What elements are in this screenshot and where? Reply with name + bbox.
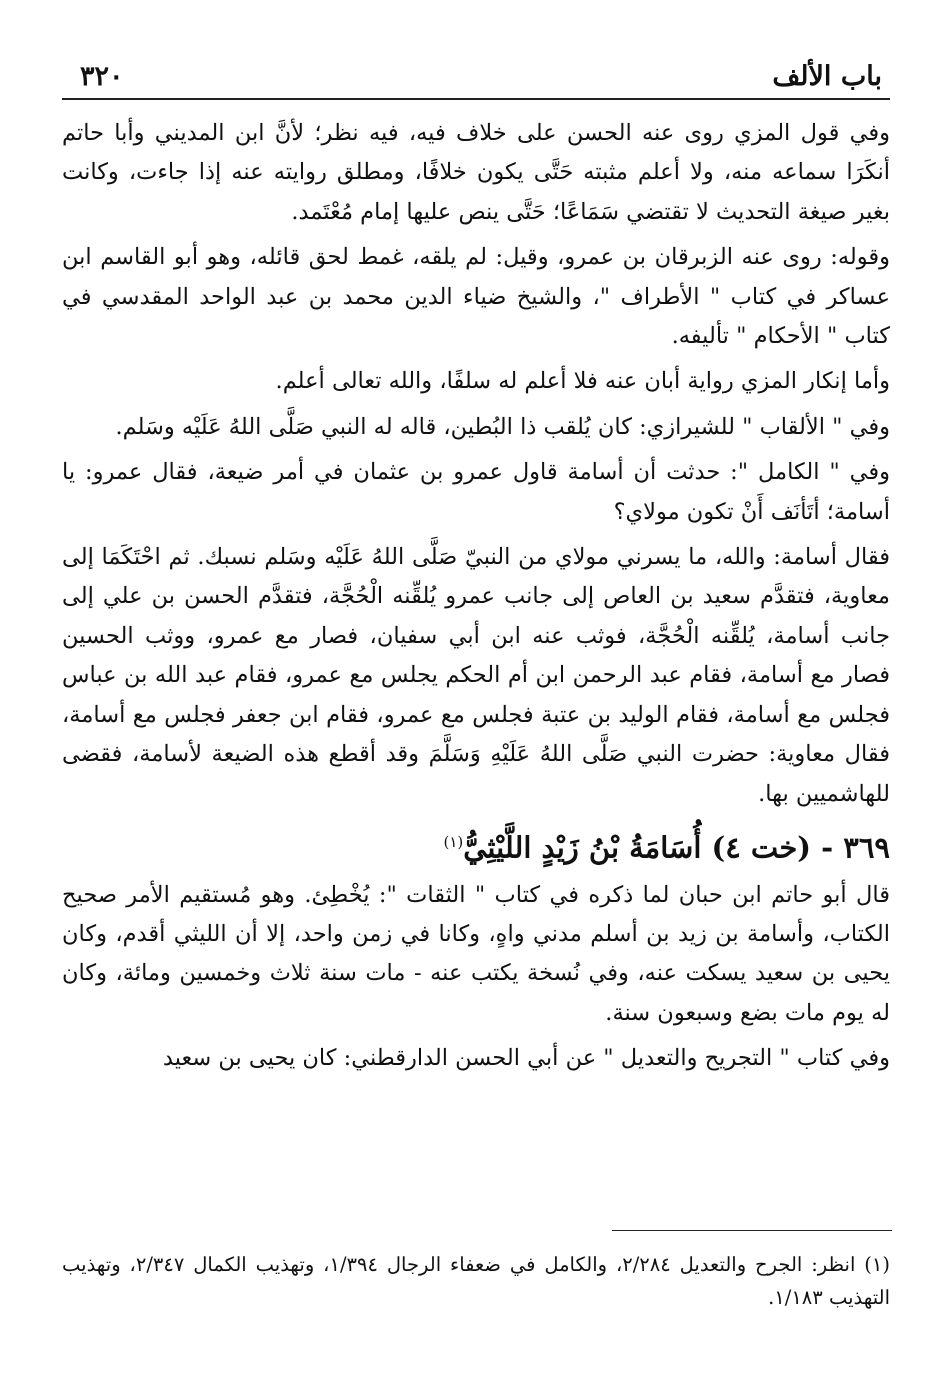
paragraph-5: وفي " الكامل ": حدثت أن أسامة قاول عمرو بن عثمان في أمر ضيعة، فقال عمرو: يا أسامة؛ أتَأنَف أَنْ تكون مولاي؟ (62, 459, 890, 525)
page-number: ٣٢٠ (80, 61, 124, 92)
footnote-1: (١) انظر: الجرح والتعديل ٢/٢٨٤، والكامل في ضعفاء الرجال ١/٣٩٤، وتهذيب الكمال ٢/٣٤٧، وتهذيب التهذيب ١/١٨٣. (62, 1253, 890, 1309)
entry-paragraph-2: وفي كتاب " التجريح والتعديل " عن أبي الحسن الدارقطني: كان يحيى بن سعيد (162, 1045, 890, 1072)
entry-paragraph-1: قال أبو حاتم ابن حبان لما ذكره في كتاب " الثقات ": يُخْطِئ. وهو مُستقيم الأمر صحيح الكتاب، وأسامة بن زيد بن أسلم مدني واهٍ، وكانا في زمن واحد، إلا أن الليثي أقدم، وكان يحيى بن سعيد يسكت عنه، وفي نُسخة يكتب عنه - مات سنة ثلاث وخمسين ومائة، وكان له يوم مات بضع وسبعون سنة. (62, 881, 890, 1026)
footnotes (62, 1248, 890, 1314)
entry-heading (62, 820, 890, 870)
paragraph-1: وفي قول المزي روى عنه الحسن على خلاف فيه، فيه نظر؛ لأنَّ ابن المديني وأبا حاتم أنكَرَا سماعه منه، ولا أعلم مثبته حَتَّى يكون خلافًا، ومطلق روايته عنه إذا جاءت، وكانت بغير صيغة التحديث لا تقتضي سَمَاعًا؛ حَتَّى ينص عليها إمام مُعْتَمد. (62, 120, 890, 225)
paragraph-6: فقال أسامة: والله، ما يسرني مولاي من النبيّ صَلَّى اللهُ عَلَيْه وسَلم نسبك. ثم احْتَكَمَا إلى معاوية، فتقدَّم سعيد بن العاص إلى جانب عمرو يُلقِّنه الْحُجَّة، فتقدَّم الحسن بن علي إلى جانب أسامة، يُلقِّنه الْحُجَّة، فوثب عنه ابن أبي سفيان، فصار مع عمرو، ووثب الحسين فصار مع أسامة، فقام عبد الرحمن ابن أم الحكم يجلس مع عمرو، فقام عبد الله بن عباس فجلس مع أسامة، فقام الوليد بن عتبة فجلس مع عمرو، فقام ابن جعفر فجلس مع أسامة، فقال معاوية: حضرت النبي صَلَّى اللهُ عَلَيْهِ وَسَلَّمَ وقد أقطع هذه الضيعة لأسامة، فقضى للهاشميين بها. (62, 544, 890, 807)
entry-title: ٣٦٩ - (خت ٤) أُسَامَةُ بْنُ زَيْدٍ اللَّيْثِيُّ (463, 830, 890, 865)
footnote-marker: (١) (443, 832, 464, 851)
main-text (62, 114, 890, 1085)
running-title: باب الألف (772, 61, 882, 92)
paragraph-2: وقوله: روى عنه الزبرقان بن عمرو، وقيل: لم يلقه، غمط لحق قائله، وهو أبو القاسم ابن عساكر في كتاب " الأطراف "، والشيخ ضياء الدين محمد بن عبد الواحد المقدسي في كتاب " الأحكام " تأليفه. (62, 244, 890, 350)
paragraph-3: وأما إنكار المزي رواية أبان عنه فلا أعلم له سلفًا، والله تعالى أعلم. (275, 368, 890, 395)
paragraph-4: وفي " الألقاب " للشيرازي: كان يُلقب ذا البُطين، قاله له النبي صَلَّى اللهُ عَلَيْه وسَلم. (115, 413, 890, 440)
running-header (62, 58, 890, 100)
footnote-divider (612, 1230, 892, 1231)
